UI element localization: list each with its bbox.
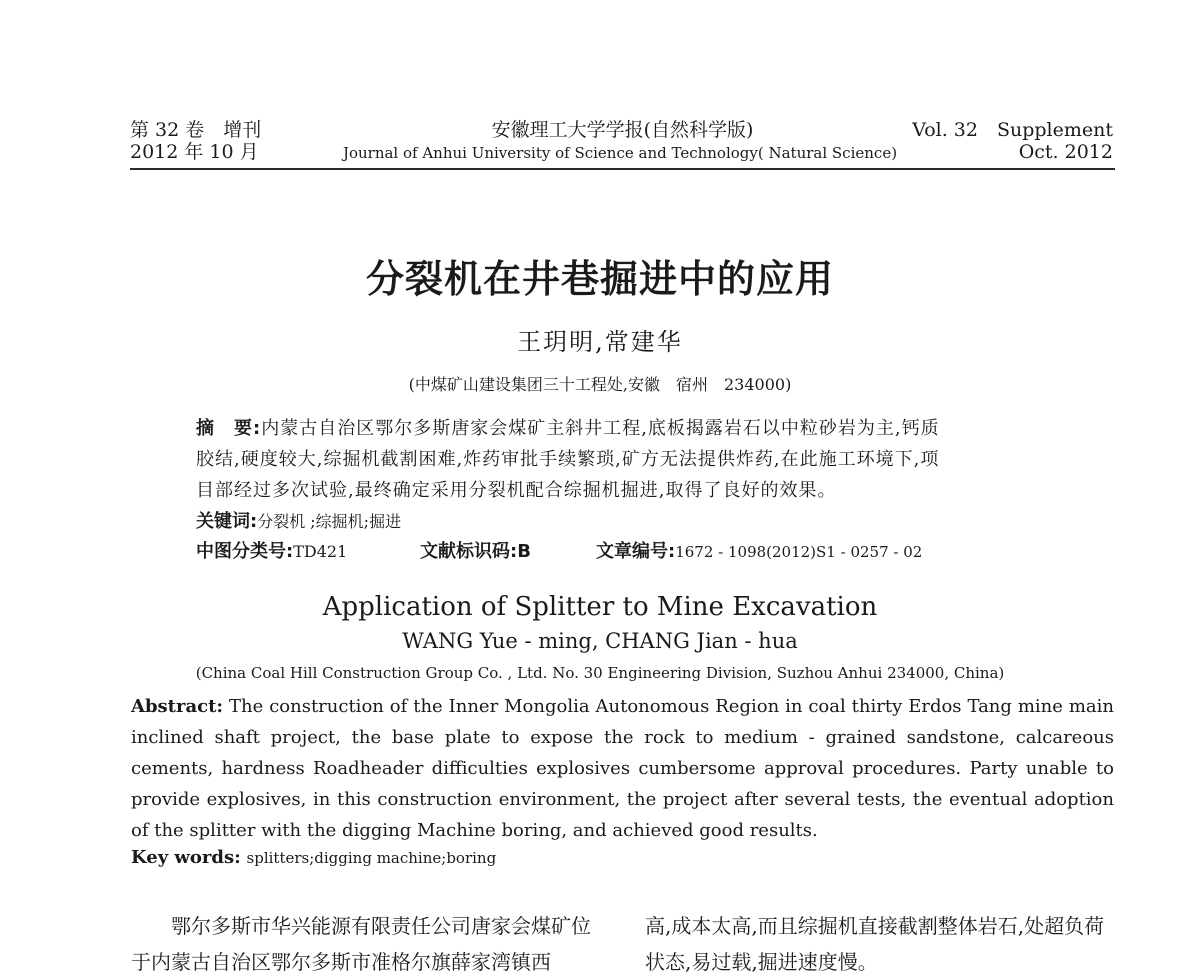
volume-info: 第 32 卷 增刊 bbox=[130, 119, 262, 141]
abstract-cn-label: 摘 要: bbox=[196, 418, 262, 439]
keywords-en bbox=[131, 847, 496, 868]
clc-value: TD421 bbox=[293, 542, 348, 561]
clc-number bbox=[196, 538, 347, 566]
abstract-en bbox=[131, 691, 1114, 846]
issue-date-en: Oct. 2012 bbox=[1018, 141, 1113, 163]
volume-info-en: Vol. 32 Supplement bbox=[912, 119, 1113, 141]
abstract-cn-line: 胶结,硬度较大,综掘机截割困难,炸药审批手续繁琐,矿方无法提供炸药,在此施工环境下,项 bbox=[196, 449, 940, 470]
journal-name-cn: 安徽理工大学学报(自然科学版) bbox=[491, 119, 754, 141]
affiliation-en: (China Coal Hill Construction Group Co. , Ltd. No. 30 Engineering Division, Suzhou Anhui 234000, China) bbox=[195, 664, 1005, 682]
keywords-cn-label: 关键词: bbox=[196, 511, 258, 532]
abstract-cn-line: 内蒙古自治区鄂尔多斯唐家会煤矿主斜井工程,底板揭露岩石以中粒砂岩为主,钙质 bbox=[261, 418, 940, 439]
body-text-right-column: 高,成本太高,而且综掘机直接截割整体岩石,处超负荷状态,易过载,掘进速度慢。 bbox=[645, 914, 1105, 974]
keywords-en-value: splitters;digging machine;boring bbox=[246, 849, 497, 867]
clc-label: 中图分类号: bbox=[196, 541, 294, 562]
authors-cn: 王玥明,常建华 bbox=[517, 328, 683, 356]
journal-name-en: Journal of Anhui University of Science and Technology( Natural Science) bbox=[342, 144, 898, 162]
keywords-cn-value: 分裂机 ;综掘机;掘进 bbox=[257, 512, 402, 531]
abstract-en-label: Abstract: bbox=[131, 696, 224, 717]
article-number-label: 文章编号: bbox=[596, 541, 676, 562]
paper-title-cn: 分裂机在井巷掘进中的应用 bbox=[365, 257, 834, 301]
document-code bbox=[420, 538, 531, 566]
paper-title-en: Application of Splitter to Mine Excavation bbox=[322, 592, 878, 622]
keywords-cn bbox=[196, 508, 401, 536]
abstract-en-text: The construction of the Inner Mongolia Autonomous Region in coal thirty Erdos Tang mine main inclined shaft project, the base plate to expose the rock to medium - grained sandstone, calcareous cements, hardness Roadheader difficulties explosives cumbersome approval procedures. Party unable to provide explosives, in this construction environment, the project after several tests, the eventual adoption of the splitter with the digging Machine boring, and achieved good results. bbox=[131, 696, 1114, 841]
article-number bbox=[596, 538, 922, 566]
abstract-cn bbox=[196, 413, 1066, 506]
abstract-cn-line: 目部经过多次试验,最终确定采用分裂机配合综掘机掘进,取得了良好的效果。 bbox=[196, 480, 837, 501]
authors-en: WANG Yue - ming, CHANG Jian - hua bbox=[402, 629, 798, 653]
doc-code-label: 文献标识码: bbox=[420, 541, 518, 562]
issue-date-cn: 2012 年 10 月 bbox=[130, 141, 259, 163]
article-number-value: 1672 - 1098(2012)S1 - 0257 - 02 bbox=[675, 543, 923, 561]
doc-code-value: B bbox=[517, 541, 531, 562]
affiliation-cn: (中煤矿山建设集团三十工程处,安徽 宿州 234000) bbox=[408, 375, 792, 394]
header-rule bbox=[130, 168, 1115, 170]
body-text-left-column: 鄂尔多斯市华兴能源有限责任公司唐家会煤矿位于内蒙古自治区鄂尔多斯市准格尔旗薛家湾镇西 bbox=[131, 914, 591, 974]
keywords-en-label: Key words: bbox=[131, 847, 241, 868]
